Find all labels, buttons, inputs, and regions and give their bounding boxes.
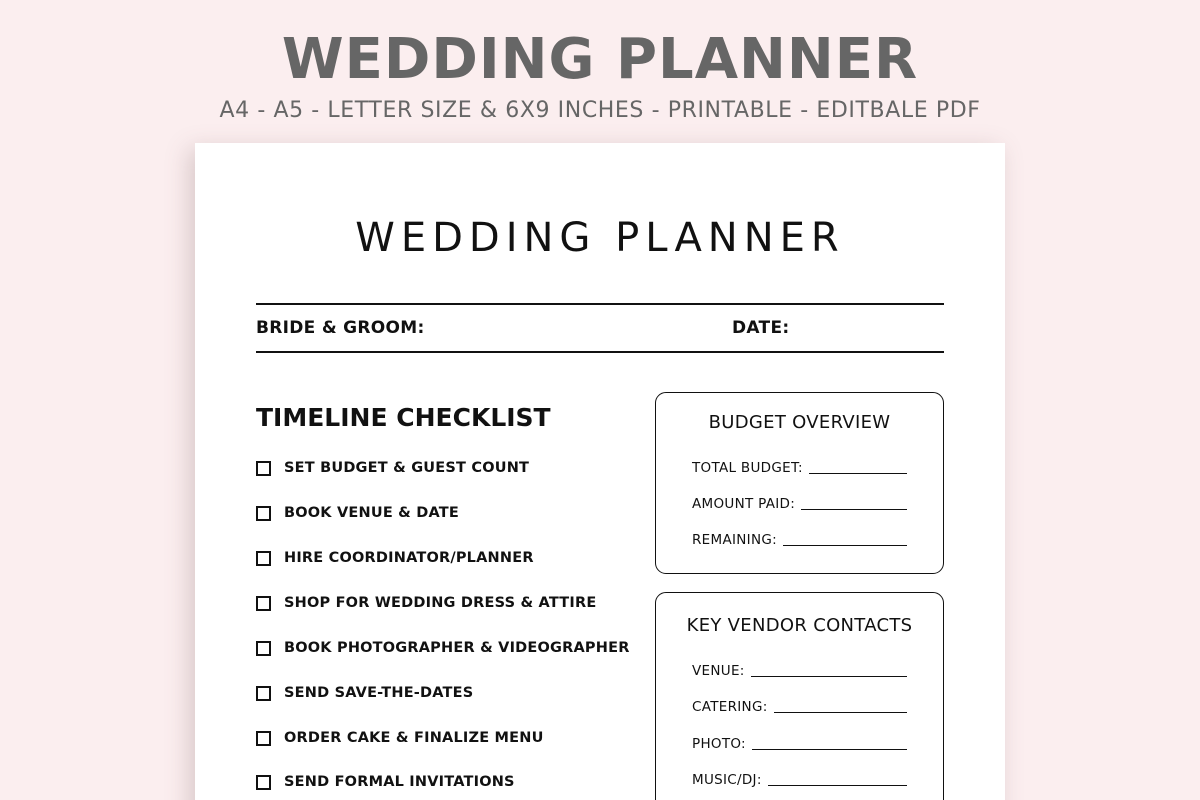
checklist-item[interactable] xyxy=(256,728,544,748)
music-dj-line[interactable] xyxy=(768,785,907,786)
checkbox[interactable] xyxy=(256,641,271,656)
checkbox[interactable] xyxy=(256,551,271,566)
amount-paid-field[interactable] xyxy=(692,493,907,513)
checklist-item-label: BOOK PHOTOGRAPHER & VIDEOGRAPHER xyxy=(284,640,630,656)
checkbox[interactable] xyxy=(256,731,271,746)
music-dj-label: MUSIC/DJ: xyxy=(692,772,762,788)
photo-label: PHOTO: xyxy=(692,736,746,752)
banner-subtitle: A4 - A5 - LETTER SIZE & 6X9 INCHES - PRINTABLE - EDITBALE PDF xyxy=(219,98,981,123)
bride-groom-label: BRIDE & GROOM: xyxy=(256,318,425,338)
budget-overview-heading: BUDGET OVERVIEW xyxy=(708,412,891,433)
photo-line[interactable] xyxy=(752,749,907,750)
sheet-title: WEDDING PLANNER xyxy=(355,215,845,261)
venue-field[interactable] xyxy=(692,660,907,680)
catering-label: CATERING: xyxy=(692,699,768,715)
checklist-item[interactable] xyxy=(256,638,630,658)
checkbox[interactable] xyxy=(256,506,271,521)
checkbox[interactable] xyxy=(256,775,271,790)
timeline-checklist-heading: TIMELINE CHECKLIST xyxy=(256,403,551,432)
checklist-item-label: SET BUDGET & GUEST COUNT xyxy=(284,460,530,476)
total-budget-label: TOTAL BUDGET: xyxy=(692,460,803,476)
checklist-item-label: SEND SAVE-THE-DATES xyxy=(284,685,474,701)
remaining-label: REMAINING: xyxy=(692,532,777,548)
catering-field[interactable] xyxy=(692,696,907,716)
key-vendor-contacts-box xyxy=(655,592,944,800)
checklist-item-label: SHOP FOR WEDDING DRESS & ATTIRE xyxy=(284,595,597,611)
music-dj-field[interactable] xyxy=(692,769,907,789)
planner-sheet xyxy=(195,143,1005,800)
header-top-rule xyxy=(256,303,944,305)
banner-title: WEDDING PLANNER xyxy=(281,27,919,92)
remaining-field[interactable] xyxy=(692,529,907,549)
venue-label: VENUE: xyxy=(692,663,745,679)
catering-line[interactable] xyxy=(774,712,907,713)
checklist-item[interactable] xyxy=(256,503,459,523)
amount-paid-label: AMOUNT PAID: xyxy=(692,496,796,512)
checklist-item-label: HIRE COORDINATOR/PLANNER xyxy=(284,550,534,566)
venue-line[interactable] xyxy=(751,676,907,677)
header-bottom-rule xyxy=(256,351,944,353)
date-label: DATE: xyxy=(732,318,790,338)
key-vendor-contacts-heading: KEY VENDOR CONTACTS xyxy=(686,615,913,636)
total-budget-line[interactable] xyxy=(809,473,907,474)
checklist-item[interactable] xyxy=(256,458,529,478)
checklist-item-label: BOOK VENUE & DATE xyxy=(284,505,459,521)
checklist-item[interactable] xyxy=(256,548,534,568)
checklist-item[interactable] xyxy=(256,683,473,703)
checklist-item-label: ORDER CAKE & FINALIZE MENU xyxy=(284,730,544,746)
checkbox[interactable] xyxy=(256,686,271,701)
checklist-item-label: SEND FORMAL INVITATIONS xyxy=(284,774,515,790)
photo-field[interactable] xyxy=(692,733,907,753)
checklist-item[interactable] xyxy=(256,772,515,792)
checkbox[interactable] xyxy=(256,596,271,611)
checklist-item[interactable] xyxy=(256,593,596,613)
amount-paid-line[interactable] xyxy=(801,509,907,510)
checkbox[interactable] xyxy=(256,461,271,476)
total-budget-field[interactable] xyxy=(692,457,907,477)
remaining-line[interactable] xyxy=(783,545,907,546)
budget-overview-box xyxy=(655,392,944,574)
